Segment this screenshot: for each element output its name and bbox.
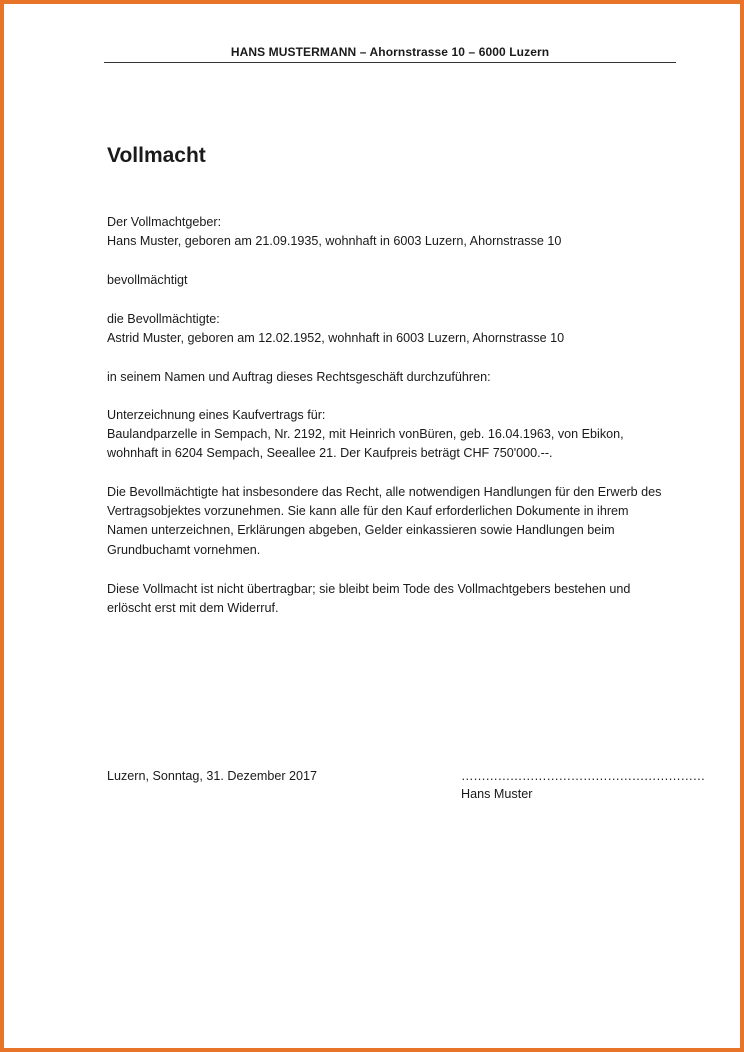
- grantee-label: die Bevollmächtigte:: [107, 312, 220, 326]
- grantor-label: Der Vollmachtgeber:: [107, 215, 222, 229]
- letterhead-rule: [104, 62, 676, 63]
- contract-line-1: Baulandparzelle in Sempach, Nr. 2192, mit Heinrich vonBüren, geb. 16.04.1963, von Ebikon,: [107, 427, 624, 441]
- contract-line-2: wohnhaft in 6204 Sempach, Seeallee 21. Der Kaufpreis beträgt CHF 750'000.--.: [107, 446, 553, 460]
- letterhead: HANS MUSTERMANN – Ahornstrasse 10 – 6000 Luzern: [230, 45, 550, 59]
- grantee-details: Astrid Muster, geboren am 12.02.1952, wohnhaft in 6003 Luzern, Ahornstrasse 10: [107, 331, 565, 345]
- validity-line-2: erlöscht erst mit dem Widerruf.: [107, 601, 279, 615]
- place-date: Luzern, Sonntag, 31. Dezember 2017: [107, 769, 318, 783]
- rights-line-1: Die Bevollmächtigte hat insbesondere das Recht, alle notwendigen Handlungen für den Erwerb des: [107, 485, 662, 499]
- rights-line-2: Vertragsobjektes vorzunehmen. Sie kann alle für den Kauf erforderlichen Dokumente in ihrem: [107, 504, 629, 518]
- rights-line-4: Grundbuchamt vornehmen.: [107, 543, 261, 557]
- signer-name: Hans Muster: [461, 787, 533, 801]
- document-title: Vollmacht: [107, 144, 206, 167]
- mandate-intro: in seinem Namen und Auftrag dieses Rechtsgeschäft durchzuführen:: [107, 370, 491, 384]
- grantor-details: Hans Muster, geboren am 21.09.1935, wohnhaft in 6003 Luzern, Ahornstrasse 10: [107, 234, 562, 248]
- contract-heading: Unterzeichnung eines Kaufvertrags für:: [107, 408, 326, 422]
- validity-line-1: Diese Vollmacht ist nicht übertragbar; sie bleibt beim Tode des Vollmachtgebers bestehen und: [107, 582, 631, 596]
- signature-line: ……………………………………………………: [461, 769, 705, 783]
- authorizes-text: bevollmächtigt: [107, 273, 188, 287]
- rights-line-3: Namen unterzeichnen, Erklärungen abgeben, Gelder einkassieren sowie Handlungen beim: [107, 523, 615, 537]
